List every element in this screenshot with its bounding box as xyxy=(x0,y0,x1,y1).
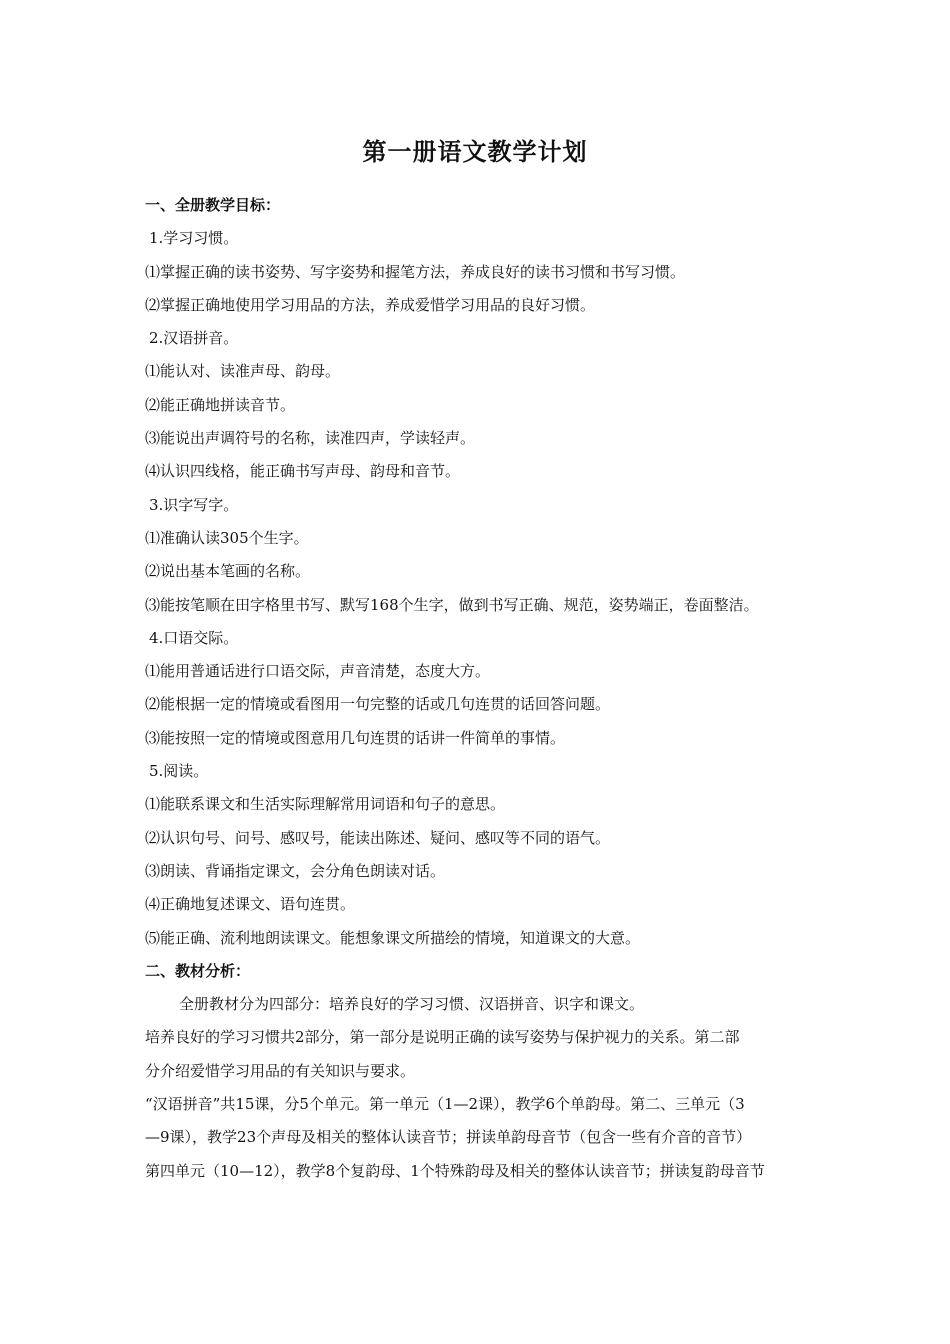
goal-line: ⑵能根据一定的情境或看图用一句完整的话或几句连贯的话回答问题。 xyxy=(145,695,611,714)
goals-list xyxy=(145,222,815,955)
goal-line: ⑴掌握正确的读书姿势、写字姿势和握笔方法，养成良好的读书习惯和书写习惯。 xyxy=(145,262,686,281)
analysis-line: 第四单元（10—12），教学8个复韵母、1个特殊韵母及相关的整体认读音节；拼读复韵母音节 xyxy=(145,1161,765,1180)
goal-line: ⑵认识句号、问号、感叹号，能读出陈述、疑问、感叹等不同的语气。 xyxy=(145,828,611,847)
goal-line: 5.阅读。 xyxy=(149,762,209,781)
analysis-line: 培养良好的学习习惯共2部分，第一部分是说明正确的读写姿势与保护视力的关系。第二部 xyxy=(145,1028,740,1047)
goal-line: ⑴能认对、读准声母、韵母。 xyxy=(145,362,341,381)
goal-line: ⑵说出基本笔画的名称。 xyxy=(145,562,311,581)
goal-line: 3.识字写字。 xyxy=(149,495,239,514)
goal-line: ⑶能按笔顺在田字格里书写、默写168个生字，做到书写正确、规范，姿势端正，卷面整洁。 xyxy=(145,595,759,614)
goal-line: ⑴准确认读305个生字。 xyxy=(145,528,309,547)
section-heading-analysis: 二、教材分析： xyxy=(145,961,251,980)
goal-line: 1.学习习惯。 xyxy=(149,229,239,248)
goal-line: 2.汉语拼音。 xyxy=(149,329,239,348)
goal-line: ⑵掌握正确地使用学习用品的方法，养成爱惜学习用品的良好习惯。 xyxy=(145,295,596,314)
analysis-line: 分介绍爱惜学习用品的有关知识与要求。 xyxy=(145,1061,416,1080)
goal-line: 4.口语交际。 xyxy=(149,628,239,647)
analysis-line: “汉语拼音”共15课，分5个单元。第一单元（1—2课），教学6个单韵母。第二、三单元（3 xyxy=(145,1095,745,1114)
document-title: 第一册语文教学计划 xyxy=(362,137,588,166)
analysis-line: —9课），教学23个声母及相关的整体认读音节；拼读单韵母音节（包含一些有介音的音节） xyxy=(145,1128,752,1147)
goal-line: ⑵能正确地拼读音节。 xyxy=(145,395,296,414)
document-body xyxy=(145,189,815,1188)
goal-line: ⑴能联系课文和生活实际理解常用词语和句子的意思。 xyxy=(145,795,506,814)
goal-line: ⑷正确地复述课文、语句连贯。 xyxy=(145,895,356,914)
goal-line: ⑴能用普通话进行口语交际，声音清楚，态度大方。 xyxy=(145,662,491,681)
goal-line: ⑶能说出声调符号的名称，读准四声，学读轻声。 xyxy=(145,429,476,448)
goal-line: ⑷认识四线格，能正确书写声母、韵母和音节。 xyxy=(145,462,461,481)
goal-line: ⑶能按照一定的情境或图意用几句连贯的话讲一件简单的事情。 xyxy=(145,728,566,747)
analysis-text xyxy=(145,988,815,1188)
goal-line: ⑶朗读、背诵指定课文，会分角色朗读对话。 xyxy=(145,861,446,880)
goal-line: ⑸能正确、流利地朗读课文。能想象课文所描绘的情境，知道课文的大意。 xyxy=(145,928,641,947)
section-heading-goals: 一、全册教学目标： xyxy=(145,196,281,214)
analysis-line: 全册教材分为四部分：培养良好的学习习惯、汉语拼音、识字和课文。 xyxy=(179,995,645,1014)
